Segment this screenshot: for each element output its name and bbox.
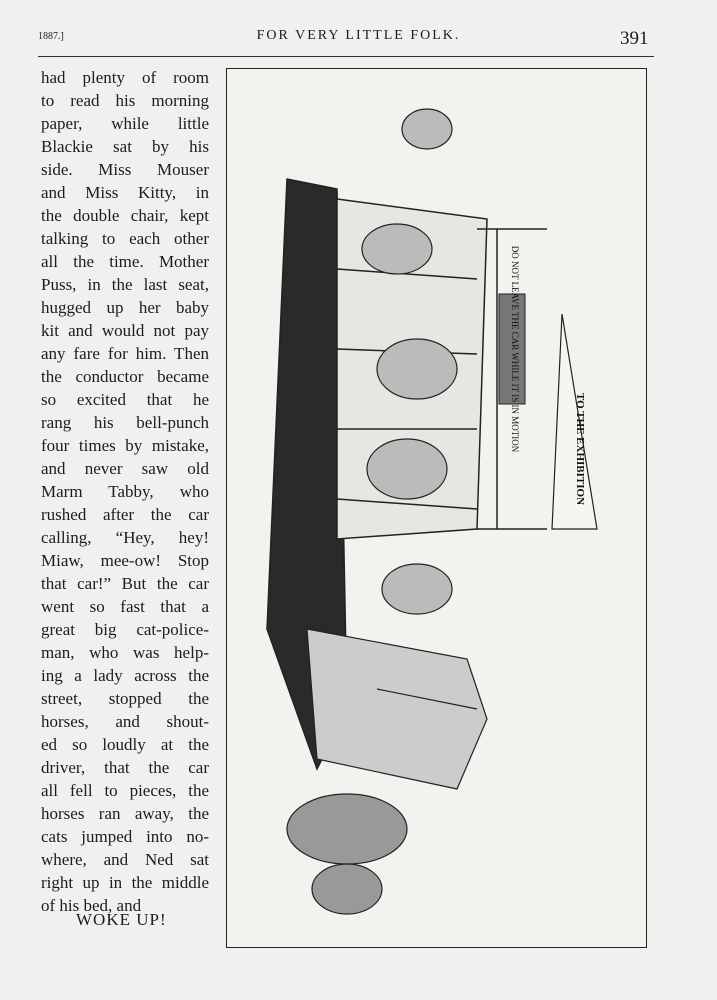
text-line: talking to each other — [41, 229, 209, 248]
tramcar-drawing — [227, 69, 648, 949]
text-line: all the time. Mother — [41, 252, 209, 271]
header-year: 1887.] — [38, 31, 64, 42]
text-line: ing a lady across the — [41, 666, 209, 685]
text-line: any fare for him. Then — [41, 344, 209, 363]
text-line: side. Miss Mouser — [41, 160, 209, 179]
text-line: hugged up her baby — [41, 298, 209, 317]
text-line: had plenty of room — [41, 68, 209, 87]
text-line: four times by mistake, — [41, 436, 209, 455]
horses — [307, 629, 487, 789]
sign-text: DO NOT LEAVE THE CAR WHILE IT IS IN MOTION — [510, 245, 520, 453]
text-line: and never saw old — [41, 459, 209, 478]
text-line: driver, that the car — [41, 758, 209, 777]
page-number: 391 — [620, 28, 649, 49]
text-line: kit and would not pay — [41, 321, 209, 340]
text-line: where, and Ned sat — [41, 850, 209, 869]
text-line: the double chair, kept — [41, 206, 209, 225]
text-line: great big cat-police- — [41, 620, 209, 639]
text-line: man, who was help- — [41, 643, 209, 662]
text-line: rushed after the car — [41, 505, 209, 524]
text-line: rang his bell-punch — [41, 413, 209, 432]
text-line: of his bed, and — [41, 896, 142, 915]
pennant-text: TO THE EXHIBITION — [574, 392, 586, 506]
text-line: and Miss Kitty, in — [41, 183, 209, 202]
header-rule — [38, 56, 654, 57]
cats-on-foot — [287, 794, 407, 914]
text-line: Marm Tabby, who — [41, 482, 209, 501]
text-line: Miaw, mee-ow! Stop — [41, 551, 209, 570]
text-line: the conductor became — [41, 367, 209, 386]
text-line: horses ran away, the — [41, 804, 209, 823]
story-text-column — [41, 66, 209, 917]
text-line: paper, while little — [41, 114, 209, 133]
text-line: street, stopped the — [41, 689, 209, 708]
text-line: right up in the middle — [41, 873, 209, 892]
text-line: ed so loudly at the — [41, 735, 209, 754]
text-line: calling, “Hey, hey! — [41, 528, 209, 547]
text-line: all fell to pieces, the — [41, 781, 209, 800]
text-line: went so fast that a — [41, 597, 209, 616]
text-line: to read his morning — [41, 91, 209, 110]
text-line: Blackie sat by his — [41, 137, 209, 156]
running-title: FOR VERY LITTLE FOLK. — [256, 28, 461, 43]
text-line: horses, and shout- — [41, 712, 209, 731]
text-line: Puss, in the last seat, — [41, 275, 209, 294]
text-line: so excited that he — [41, 390, 209, 409]
text-line: that car!” But the car — [41, 574, 209, 593]
story-ending: WOKE UP! — [76, 910, 167, 929]
illustration-cat-tramcar — [226, 68, 647, 948]
text-line: cats jumped into no- — [41, 827, 209, 846]
